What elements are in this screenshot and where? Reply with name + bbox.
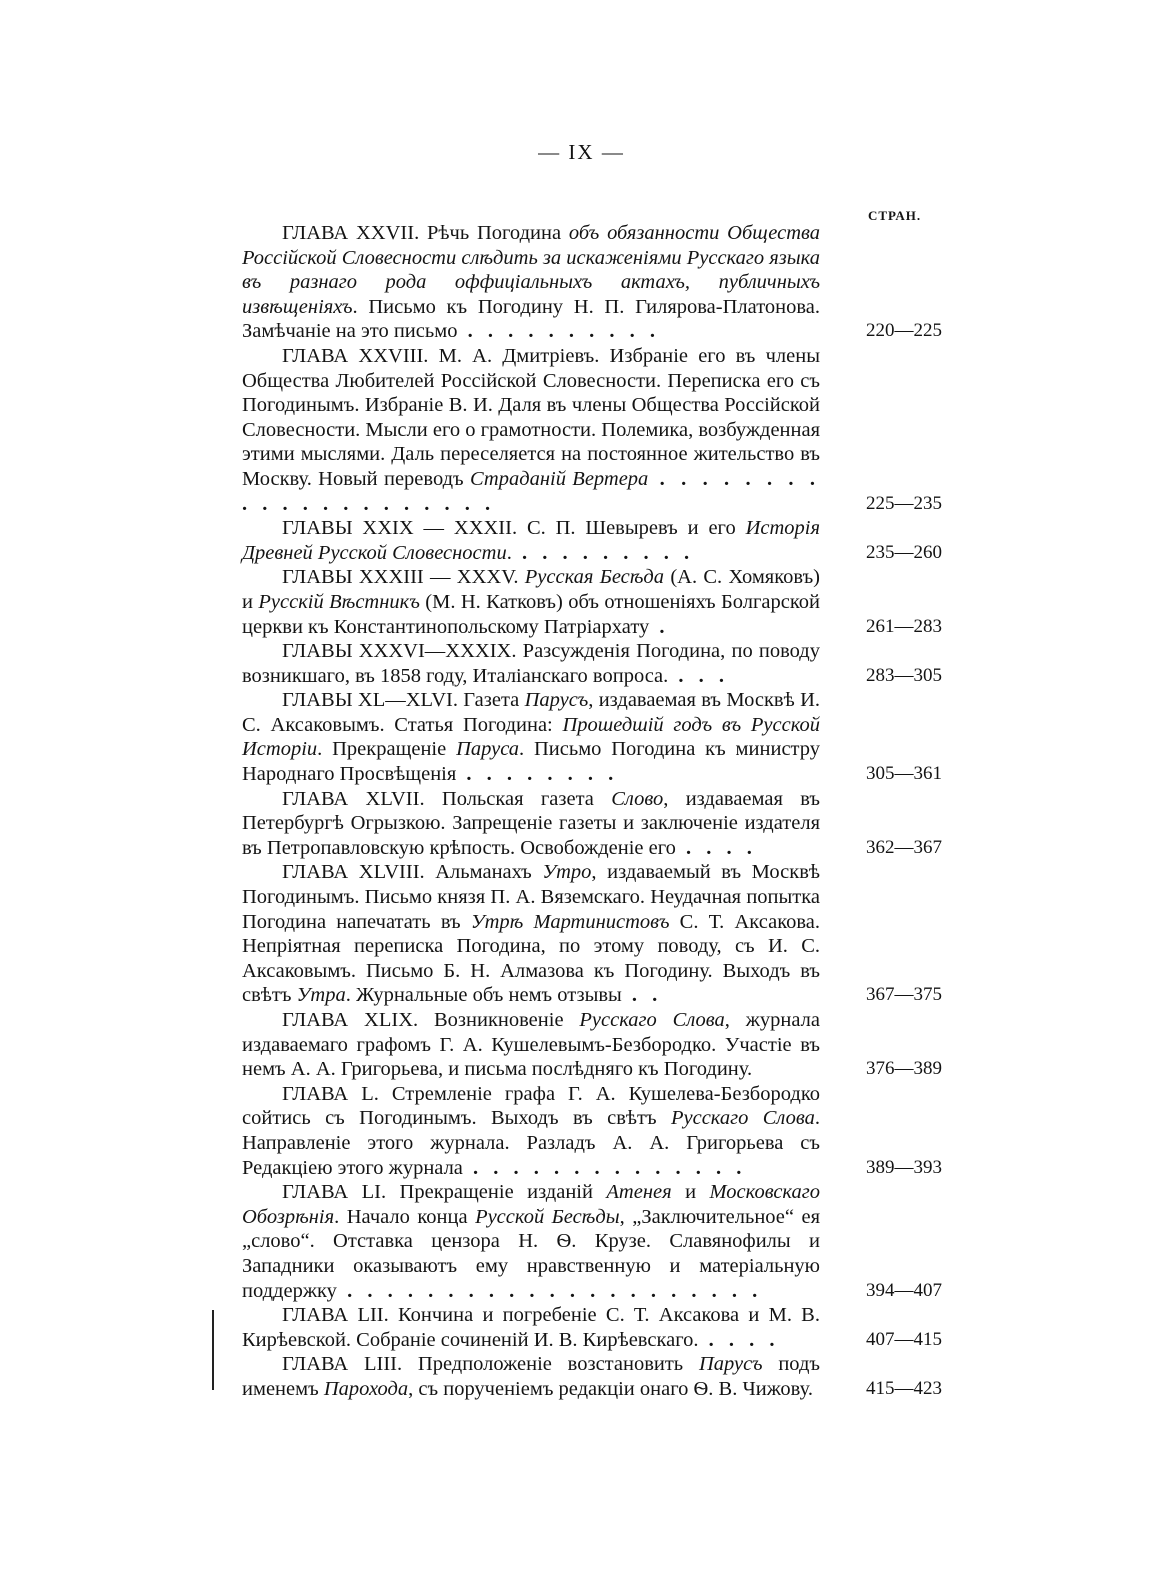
page-range: 367—375 bbox=[866, 984, 942, 1006]
toc-entry bbox=[242, 860, 942, 1008]
entry-text-part: (М. Н. Катковъ) объ отношеніяхъ Болгарской церкви къ Константинопольскому Патріархату bbox=[242, 590, 820, 638]
leader-dots: . . . . bbox=[675, 836, 757, 859]
entry-title-italic: Русскаго Слова bbox=[670, 1107, 815, 1130]
page-range: 235—260 bbox=[866, 541, 942, 563]
leader-dots: . bbox=[649, 615, 670, 638]
table-of-contents bbox=[242, 221, 942, 1402]
leader-dots: . . . . . . . . . . . . . . bbox=[462, 1156, 747, 1179]
page-range: 407—415 bbox=[866, 1328, 942, 1350]
entry-title-italic: Страданій Вертера bbox=[469, 467, 649, 490]
entry-text-part: . bbox=[506, 541, 512, 564]
page-range: 389—393 bbox=[866, 1156, 942, 1178]
entry-title-italic: Прошедшій годъ въ Русской Исторіи bbox=[242, 713, 821, 761]
entry-title-italic: Русскаго Слова bbox=[579, 1009, 725, 1031]
entry-text-part: , „Заключительное“ ея „слово“. Отставка цензора Н. Ѳ. Крузе. Славянофилы и Западники оказываютъ ему нравственную и матеріальную поддержку bbox=[242, 1205, 821, 1302]
entry-text-part: ГЛАВЫ XXXIII — XXXV. bbox=[282, 566, 525, 589]
entry-title-italic: Парусъ bbox=[698, 1353, 763, 1376]
leader-dots: . . . . . . . . bbox=[456, 763, 619, 786]
entry-title-italic: объ обязанности Общества Россійской Словесности слѣдить за искаженіями Русскаго языка въ разнаго рода оффиціальныхъ актахъ, публичныхъ извѣщеніяхъ bbox=[242, 222, 821, 318]
entry-text-part: подъ именемъ bbox=[242, 1353, 820, 1400]
margin-mark bbox=[212, 1310, 214, 1390]
entry-text-part: ГЛАВА XXVIII. М. А. Дмитріевъ. Избраніе его въ члены Общества Любителей Россійской Словесности. Переписка его съ Погодинымъ. Избраніе В. И. Даля въ члены Общества Россійской Словесности. Мысли его о грамотности. Полемика, возбужденная этими мыслями. Даль переселяется на постоянное жительство въ Москву. Новый переводъ bbox=[242, 344, 821, 490]
entry-text bbox=[242, 860, 820, 1008]
entry-text bbox=[242, 688, 820, 786]
entry-text-part: . Журнальные объ немъ отзывы bbox=[345, 984, 622, 1007]
page-column-label: СТРАН. bbox=[868, 208, 922, 223]
entry-title-italic: Атенея bbox=[606, 1181, 672, 1204]
leader-dots: . . . . . . . . . . . . . . . . . . . . . bbox=[336, 1279, 763, 1302]
entry-text bbox=[242, 516, 820, 565]
entry-text-part: ГЛАВА XLVII. Польская газета bbox=[282, 787, 612, 810]
entry-text-part: , издаваемая въ Москвѣ И. С. Аксаковымъ. Статья Погодина: bbox=[242, 689, 820, 736]
page-range: 225—235 bbox=[866, 492, 942, 514]
entry-title-italic: Слово bbox=[611, 787, 664, 810]
entry-text-part: ГЛАВА XXVII. Рѣчь Погодина bbox=[282, 222, 569, 244]
entry-text-part: ГЛАВА LII. Кончина и погребеніе С. Т. Аксакова и М. В. Кирѣевской. Собраніе сочиненій И. В. Кирѣевскаго. bbox=[242, 1304, 820, 1351]
entry-title-italic: Русская Бесѣда bbox=[524, 566, 665, 589]
entry-text-part: . Письмо къ Погодину Н. П. Гилярова-Платонова. Замѣчаніе на это письмо bbox=[242, 295, 820, 343]
toc-entry bbox=[242, 221, 942, 344]
entry-text bbox=[242, 1303, 820, 1352]
page-header: — IX — bbox=[538, 140, 625, 164]
entry-text-part: С. Т. Аксакова. Непріятная переписка Погодина, по этому поводу, съ И. С. Аксаковымъ. Письмо Б. Н. Алмазова къ Погодину. Выходъ въ свѣтъ bbox=[242, 910, 820, 1007]
entry-text bbox=[242, 639, 820, 688]
page-range: 362—367 bbox=[866, 836, 942, 858]
entry-text bbox=[242, 344, 820, 516]
leader-dots: . . . . . . . . . . bbox=[457, 320, 660, 343]
leader-dots: . . . bbox=[668, 664, 730, 687]
toc-entry bbox=[242, 1180, 942, 1303]
leader-dots: . . bbox=[621, 984, 663, 1007]
page-range: 261—283 bbox=[866, 615, 942, 637]
entry-text-part: ГЛАВЫ XXXVI—XXXIX. Разсужденія Погодина, по поводу возникшаго, въ 1858 году, Италіанскаго вопроса. bbox=[242, 640, 820, 687]
entry-text-part: ГЛАВЫ XXIX — XXXII. С. П. Шевыревъ и его bbox=[282, 517, 746, 540]
entry-title-italic: Русской Бесѣды bbox=[475, 1205, 620, 1228]
entry-text-part: (А. С. Хомяковъ) и bbox=[242, 566, 820, 613]
leader-dots: . . . . bbox=[698, 1328, 780, 1351]
entry-text bbox=[242, 221, 820, 344]
entry-text-part: ГЛАВА LIII. Предположеніе возстановить bbox=[282, 1353, 699, 1376]
entry-title-italic: Утра bbox=[296, 984, 346, 1007]
entry-title-italic: Утро bbox=[542, 861, 592, 884]
entry-text-part: , съ порученіемъ редакціи онаго Ѳ. В. Чижову. bbox=[408, 1377, 813, 1400]
page-range: 305—361 bbox=[866, 763, 942, 785]
entry-text-part: . Направленіе этого журнала. Разладъ А. А. Григорьева съ Редакціею этого журнала bbox=[242, 1107, 820, 1179]
entry-text-part: ГЛАВА XLIX. Возникновеніе bbox=[282, 1009, 580, 1031]
toc-entry bbox=[242, 639, 942, 688]
toc-entry bbox=[242, 1303, 942, 1352]
entry-text bbox=[242, 1082, 820, 1180]
entry-title-italic: Русскій Вѣстникъ bbox=[258, 590, 420, 613]
entry-text-part: . Прекращеніе bbox=[317, 738, 457, 761]
entry-title-italic: Парохода bbox=[323, 1377, 409, 1400]
page-range: 394—407 bbox=[866, 1279, 942, 1301]
page-range: 376—389 bbox=[866, 1058, 942, 1080]
leader-dots: . . . . . . . . . bbox=[511, 541, 695, 564]
entry-text bbox=[242, 1180, 820, 1303]
entry-text-part: ГЛАВЫ XL—XLVI. Газета bbox=[282, 689, 525, 712]
entry-text-part: , издаваемая въ Петербургѣ Огрызкою. Запрещеніе газеты и заключеніе издателя въ Петропавловскую крѣпость. Освобожденіе его bbox=[242, 787, 820, 859]
entry-title-italic: Утрѣ Мартинистовъ bbox=[470, 910, 670, 933]
entry-text-part: и bbox=[671, 1181, 710, 1204]
toc-entry bbox=[242, 516, 942, 565]
entry-text-part: , издаваемый въ Москвѣ Погодинымъ. Письмо князя П. А. Вяземскаго. Неудачная попытка Погодина напечатать въ bbox=[242, 861, 821, 933]
page-range: 415—423 bbox=[866, 1377, 942, 1399]
entry-text-part: . Начало конца bbox=[334, 1205, 476, 1228]
entry-title-italic: Парусъ bbox=[524, 689, 589, 712]
entry-text bbox=[242, 1008, 820, 1082]
toc-entry bbox=[242, 688, 942, 786]
entry-text-part: . Письмо Погодина къ министру Народнаго Просвѣщенія bbox=[242, 738, 820, 786]
entry-title-italic: Исторія Древней Русской Словесности bbox=[242, 517, 820, 564]
toc-entry bbox=[242, 1082, 942, 1180]
toc-entry bbox=[242, 1352, 942, 1401]
entry-text-part: ГЛАВА XLVIII. Альманахъ bbox=[282, 861, 543, 884]
leader-dots: . . . . . . . . . . . . . . . . . . . . . bbox=[242, 467, 820, 515]
entry-text bbox=[242, 787, 820, 861]
page-range: 220—225 bbox=[866, 320, 942, 342]
entry-text-part: , журнала издаваемаго графомъ Г. А. Кушелевымъ-Безбородко. Участіе въ немъ А. А. Григорьева, и письма послѣдняго къ Погодину. bbox=[242, 1009, 820, 1081]
entry-text-part: ГЛАВА L. Стремленіе графа Г. А. Кушелева-Безбородко сойтись съ Погодинымъ. Выходъ въ свѣтъ bbox=[242, 1082, 820, 1130]
entry-text-part: ГЛАВА LI. Прекращеніе изданій bbox=[282, 1181, 607, 1204]
entry-text bbox=[242, 565, 820, 639]
entry-title-italic: Московскаго Обозрѣнія bbox=[242, 1181, 820, 1228]
entry-title-italic: Паруса bbox=[456, 738, 520, 761]
page-range: 283—305 bbox=[866, 664, 942, 686]
toc-entry bbox=[242, 1008, 942, 1082]
toc-entry bbox=[242, 787, 942, 861]
entry-text bbox=[242, 1352, 820, 1401]
toc-entry bbox=[242, 344, 942, 516]
toc-entry bbox=[242, 565, 942, 639]
